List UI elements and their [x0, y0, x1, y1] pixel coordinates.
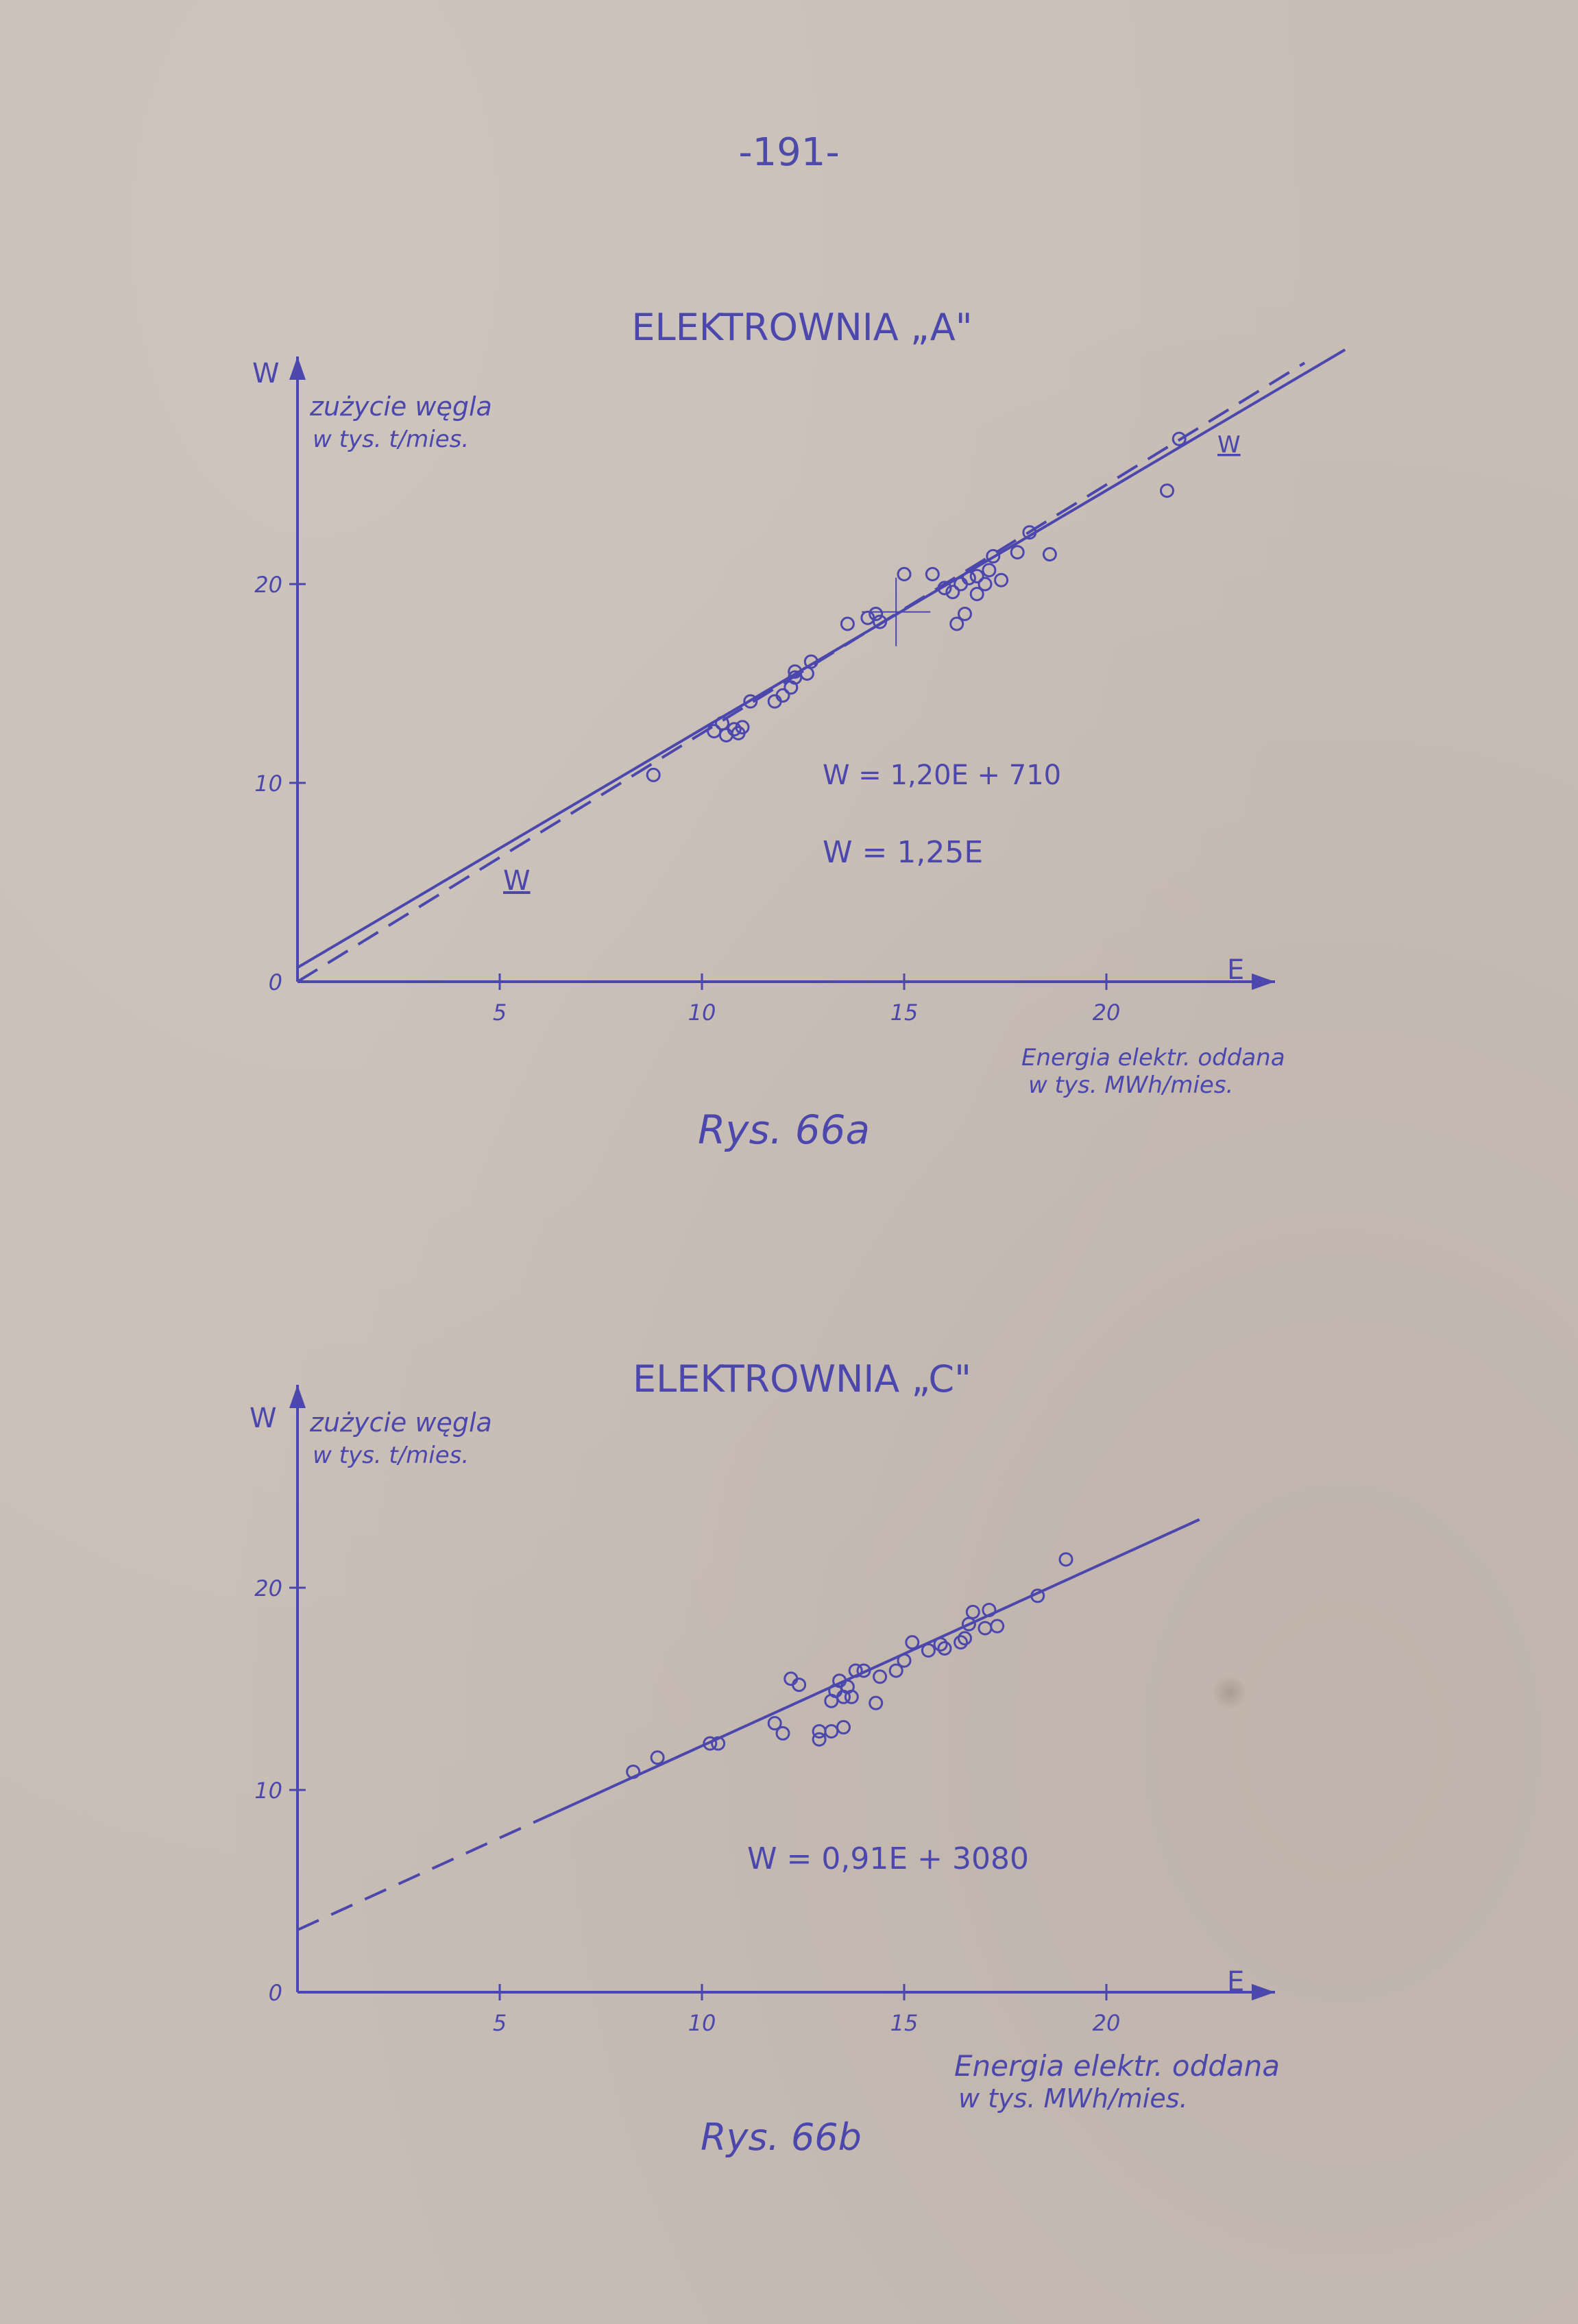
line-label-upper: W — [1217, 431, 1241, 459]
y-axis-label-line1: zużycie węgla — [310, 391, 492, 422]
y-axis-label-line1: zużycie węgla — [310, 1407, 492, 1438]
x-axis-label-line2: w tys. MWh/mies. — [1028, 1072, 1234, 1099]
chart-title: ELEKTROWNIA „C" — [633, 1357, 971, 1401]
chart-caption: Rys. 66a — [698, 1106, 871, 1153]
x-axis-letter: E — [1227, 954, 1245, 986]
x-tick-label: 20 — [1092, 2010, 1121, 2036]
data-point — [838, 1721, 850, 1734]
data-point — [777, 1727, 789, 1739]
x-tick-label: 15 — [890, 1000, 919, 1026]
x-tick-label: 5 — [492, 2010, 507, 2036]
x-tick-label: 5 — [492, 1000, 507, 1026]
data-point — [813, 1733, 825, 1745]
x-tick-label: 10 — [688, 1000, 716, 1026]
y-axis-label-line2: w tys. t/mies. — [313, 426, 470, 453]
regression-line — [553, 1519, 1200, 1814]
x-axis-label-line1: Energia elektr. oddana — [954, 2049, 1280, 2083]
data-point — [967, 1606, 979, 1618]
y-axis-arrow — [289, 1385, 306, 1408]
equation-regression: W = 1,20E + 710 — [823, 760, 1062, 791]
data-point — [1060, 1553, 1072, 1566]
data-point — [991, 1620, 1004, 1632]
y-tick-label: 0 — [268, 1980, 282, 2006]
y-tick-label: 0 — [268, 969, 282, 995]
data-point — [651, 1752, 664, 1764]
data-point — [874, 1671, 886, 1683]
equation-regression: W = 0,91E + 3080 — [747, 1841, 1029, 1876]
equation-proportional: W = 1,25E — [823, 835, 984, 870]
data-point — [906, 1636, 919, 1649]
x-axis-label-line2: w tys. MWh/mies. — [958, 2083, 1188, 2114]
data-point — [870, 1697, 882, 1709]
y-tick-label: 20 — [254, 1575, 282, 1601]
y-tick-label: 10 — [254, 1778, 282, 1804]
x-tick-label: 15 — [890, 2010, 919, 2036]
data-point — [922, 1644, 934, 1656]
y-axis-letter: W — [250, 1403, 277, 1434]
data-point — [979, 1622, 991, 1634]
y-tick-label: 10 — [254, 771, 282, 797]
x-tick-label: 10 — [688, 2010, 716, 2036]
chart-title: ELEKTROWNIA „A" — [631, 306, 973, 349]
x-tick-label: 20 — [1092, 1000, 1121, 1026]
page-number: -191- — [738, 130, 840, 175]
x-axis-arrow — [1252, 1984, 1275, 2000]
data-point — [898, 1654, 910, 1667]
line-label-lower: W — [503, 865, 531, 897]
y-tick-label: 20 — [254, 572, 282, 598]
x-axis-label-line1: Energia elektr. oddana — [1021, 1044, 1285, 1072]
chart-caption: Rys. 66b — [701, 2116, 862, 2159]
data-point — [825, 1725, 838, 1737]
y-axis-label-line2: w tys. t/mies. — [313, 1442, 470, 1469]
regression-line-extrapolated — [298, 1814, 553, 1930]
y-axis-letter: W — [252, 358, 280, 389]
x-axis-letter: E — [1227, 1966, 1245, 1998]
